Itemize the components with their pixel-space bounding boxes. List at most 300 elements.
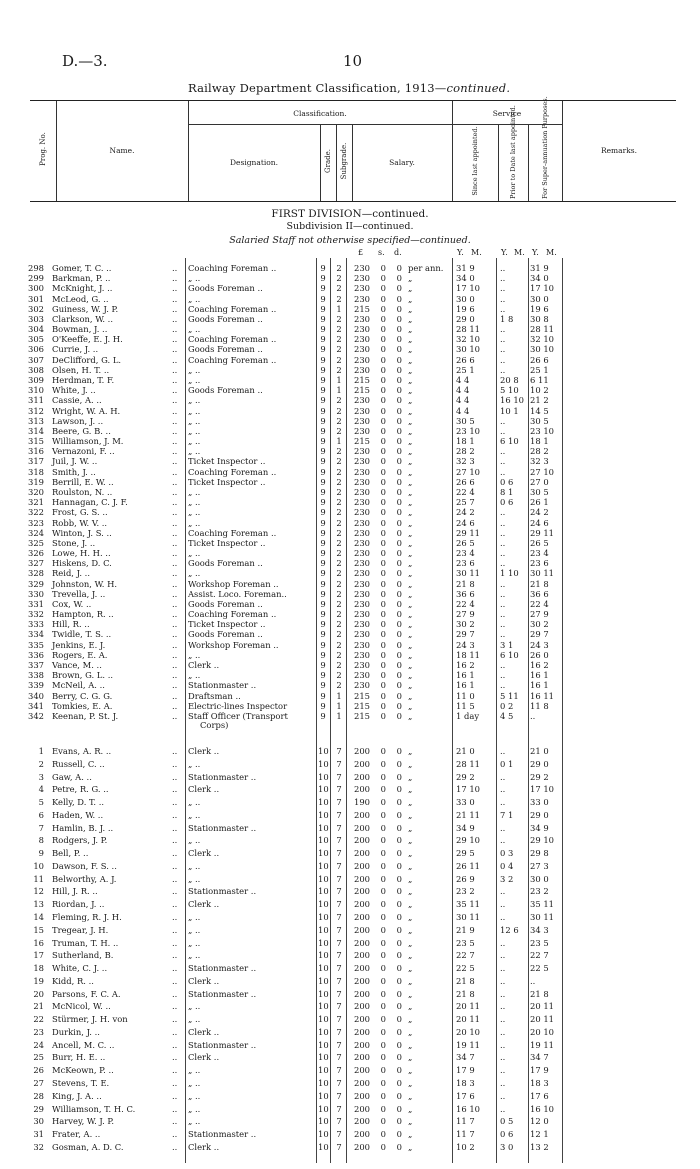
cell-salary-pounds: 200 — [354, 912, 370, 922]
cell-name: Rodgers, J. P. — [52, 835, 108, 846]
cell-name: McNicol, W. .. — [52, 1001, 111, 1012]
cell-name: McLeod, G. .. — [52, 293, 109, 304]
cell-grade: 9 — [320, 425, 326, 436]
cell-since-last: 30 5 — [456, 415, 475, 426]
cell-prior-to-date: .. — [500, 784, 506, 795]
cell-salary-pence: 0 — [396, 283, 402, 294]
cell-salary-pounds: 200 — [354, 1052, 370, 1063]
cell-designation: Goods Foreman .. — [188, 558, 263, 569]
cell-designation: „ .. — [188, 924, 201, 935]
table-row — [0, 609, 700, 619]
cell-salary-pence: 0 — [396, 598, 402, 609]
cell-designation: Goods Foreman .. — [188, 344, 263, 355]
cell-dots: .. — [172, 848, 178, 859]
cell-prior-to-date: .. — [500, 899, 506, 910]
cell-salary-pounds: 230 — [354, 324, 370, 335]
cell-designation: „ .. — [188, 797, 201, 808]
cell-superannuation: 30 11 — [530, 912, 554, 922]
cell-salary-pounds: 230 — [354, 578, 370, 589]
cell-salary-shillings: 0 — [380, 873, 386, 884]
cell-prog-no: 9 — [38, 848, 44, 859]
cell-salary-shillings: 0 — [380, 771, 386, 782]
cell-salary-shillings: 0 — [380, 537, 386, 548]
cell-grade: 10 — [318, 822, 329, 833]
cell-name: Hill, R. .. — [52, 619, 90, 630]
cell-designation: „ .. — [188, 293, 201, 304]
cell-name: Brown, G. L. .. — [52, 670, 114, 681]
cell-salary-shillings: 0 — [380, 466, 386, 477]
cell-salary-pence: 0 — [396, 975, 402, 986]
cell-dots: .. — [172, 283, 178, 294]
cell-name: Stone, J. .. — [52, 537, 96, 548]
cell-subgrade: 2 — [336, 334, 342, 345]
cell-salary-period: „ — [408, 1026, 413, 1037]
cell-dots: .. — [172, 588, 178, 599]
cell-salary-period: „ — [408, 344, 413, 355]
table-row — [0, 640, 700, 650]
cell-designation: Clerk .. — [188, 784, 220, 795]
cell-since-last: 33 0 — [456, 797, 475, 808]
unit-m2: M. — [514, 248, 525, 257]
cell-designation: „ .. — [188, 405, 201, 416]
cell-salary-pence: 0 — [396, 527, 402, 538]
cell-prior-to-date: .. — [500, 527, 506, 538]
cell-designation: Coaching Foreman .. — [188, 609, 277, 620]
cell-dots: .. — [172, 758, 178, 769]
cell-since-last: 21 8 — [456, 975, 475, 986]
cell-grade: 9 — [320, 364, 326, 375]
table-row — [0, 558, 700, 568]
cell-dots: .. — [172, 629, 178, 640]
cell-prior-to-date: 8 1 — [500, 486, 514, 497]
cell-name: Truman, T. H. .. — [52, 937, 119, 948]
table-row — [0, 899, 700, 909]
table-row — [0, 711, 700, 721]
cell-salary-pounds: 200 — [354, 1090, 370, 1101]
cell-salary-pence: 0 — [396, 784, 402, 795]
cell-salary-pounds: 200 — [354, 1039, 370, 1050]
cell-name: Belworthy, A. J. — [52, 873, 117, 884]
cell-prog-no: 13 — [33, 899, 44, 910]
cell-salary-shillings: 0 — [380, 598, 386, 609]
cell-prog-no: 337 — [28, 660, 44, 671]
cell-salary-period: „ — [408, 293, 413, 304]
cell-prog-no: 326 — [28, 548, 44, 559]
cell-prog-no: 299 — [28, 273, 44, 284]
cell-prior-to-date: 6 10 — [500, 649, 519, 660]
cell-salary-shillings: 0 — [380, 334, 386, 345]
cell-prior-to-date: 0 6 — [500, 476, 514, 487]
cell-salary-shillings: 0 — [380, 425, 386, 436]
cell-designation: Staff Officer (Transport — [188, 710, 288, 721]
cell-superannuation: 27 0 — [530, 476, 549, 487]
cell-name: Hiskens, D. C. — [52, 558, 112, 569]
cell-designation: Clerk .. — [188, 975, 220, 986]
cell-designation: Goods Foreman .. — [188, 385, 263, 396]
cell-dots: .. — [172, 507, 178, 518]
cell-since-last: 23 5 — [456, 937, 475, 948]
cell-salary-shillings: 0 — [380, 912, 386, 922]
cell-grade: 10 — [318, 937, 329, 948]
cell-prog-no: 315 — [28, 436, 44, 447]
cell-designation: „ .. — [188, 649, 201, 660]
cell-since-last: 21 8 — [456, 578, 475, 589]
cell-superannuation: 27 3 — [530, 860, 549, 871]
table-row — [0, 263, 700, 273]
cell-designation: Goods Foreman .. — [188, 313, 263, 324]
cell-name: Roulston, N. .. — [52, 486, 113, 497]
cell-salary-shillings: 0 — [380, 415, 386, 426]
cell-name: Bell, P. .. — [52, 848, 89, 859]
cell-superannuation: 30 2 — [530, 619, 549, 630]
cell-salary-shillings: 0 — [380, 690, 386, 701]
cell-subgrade: 2 — [336, 354, 342, 365]
cell-designation: Clerk .. — [188, 899, 220, 910]
cell-salary-pounds: 215 — [354, 690, 370, 701]
cell-dots: .. — [172, 405, 178, 416]
cell-grade: 9 — [320, 680, 326, 691]
cell-salary-period: „ — [408, 324, 413, 335]
cell-since-last: 29 2 — [456, 771, 475, 782]
cell-prior-to-date: 0 6 — [500, 1129, 514, 1140]
cell-prog-no: 3 — [38, 771, 44, 782]
cell-since-last: 30 11 — [456, 568, 480, 579]
cell-salary-period: „ — [408, 425, 413, 436]
cell-prog-no: 30 — [33, 1116, 44, 1127]
col-prior-to-date: Prior to Date last appointed. — [509, 105, 517, 199]
cell-salary-period: „ — [408, 1052, 413, 1063]
cell-since-last: 4 4 — [456, 395, 470, 406]
cell-dots: .. — [172, 690, 178, 701]
cell-prog-no: 21 — [33, 1001, 44, 1012]
cell-prog-no: 303 — [28, 313, 44, 324]
cell-salary-pounds: 230 — [354, 466, 370, 477]
col-superannuation: For Super-annuation Purposes. — [541, 96, 549, 199]
cell-prior-to-date: .. — [500, 283, 506, 294]
cell-name: Reid, J. .. — [52, 568, 90, 579]
cell-superannuation: 27 10 — [530, 466, 554, 477]
cell-salary-period: „ — [408, 1116, 413, 1127]
cell-prior-to-date: .. — [500, 507, 506, 518]
cell-subgrade: 7 — [336, 746, 342, 756]
cell-since-last: 4 4 — [456, 385, 470, 396]
cell-salary-pounds: 230 — [354, 283, 370, 294]
cell-salary-pounds: 230 — [354, 354, 370, 365]
cell-dots: .. — [172, 456, 178, 467]
cell-prior-to-date: .. — [500, 558, 506, 569]
cell-salary-pence: 0 — [396, 639, 402, 650]
cell-since-last: 10 2 — [456, 1141, 475, 1152]
cell-salary-pence: 0 — [396, 273, 402, 284]
cell-prior-to-date: .. — [500, 609, 506, 620]
cell-superannuation: 16 1 — [530, 670, 549, 681]
cell-salary-pence: 0 — [396, 517, 402, 528]
cell-since-last: 23 2 — [456, 886, 475, 897]
cell-superannuation: 17 9 — [530, 1065, 549, 1076]
cell-prog-no: 18 — [33, 963, 44, 974]
cell-dots: .. — [172, 1065, 178, 1076]
cell-salary-period: „ — [408, 899, 413, 910]
cell-subgrade: 1 — [336, 690, 342, 701]
cell-designation: „ .. — [188, 1065, 201, 1076]
cell-name: Guiness, W. J. P. — [52, 303, 119, 314]
cell-subgrade: 7 — [336, 1026, 342, 1037]
cell-since-last: 35 11 — [456, 899, 480, 910]
cell-grade: 10 — [318, 1014, 329, 1025]
cell-name: Lowe, H. H. .. — [52, 548, 111, 559]
cell-subgrade: 2 — [336, 283, 342, 294]
cell-prog-no: 316 — [28, 446, 44, 457]
cell-subgrade: 2 — [336, 395, 342, 406]
cell-name: Jenkins, E. J. — [52, 639, 106, 650]
cell-since-last: 30 2 — [456, 619, 475, 630]
cell-subgrade: 2 — [336, 405, 342, 416]
cell-name: Beere, G. B. .. — [52, 425, 111, 436]
cell-dots: .. — [172, 899, 178, 910]
cell-since-last: 26 9 — [456, 873, 475, 884]
cell-salary-period: „ — [408, 476, 413, 487]
cell-grade: 9 — [320, 558, 326, 569]
cell-name: Hampton, R. .. — [52, 609, 114, 620]
cell-prior-to-date: 5 11 — [500, 690, 519, 701]
cell-designation: „ .. — [188, 670, 201, 681]
cell-prior-to-date: 0 5 — [500, 1116, 514, 1127]
cell-subgrade: 7 — [336, 1129, 342, 1140]
cell-prior-to-date: .. — [500, 578, 506, 589]
cell-salary-pence: 0 — [396, 385, 402, 396]
table-row — [0, 579, 700, 589]
cell-subgrade: 1 — [336, 700, 342, 711]
cell-dots: .. — [172, 1090, 178, 1101]
cell-prog-no: 15 — [33, 924, 44, 935]
cell-salary-pounds: 200 — [354, 809, 370, 820]
cell-designation: Goods Foreman .. — [188, 598, 263, 609]
cell-designation: Stationmaster .. — [188, 771, 257, 782]
cell-since-last: 28 11 — [456, 758, 480, 769]
cell-superannuation: 34 7 — [530, 1052, 549, 1063]
cell-since-last: 17 10 — [456, 283, 480, 294]
table-row — [0, 518, 700, 528]
cell-since-last: 18 1 — [456, 436, 475, 447]
table-row — [0, 446, 700, 456]
cell-designation: Stationmaster .. — [188, 988, 257, 999]
cell-salary-pence: 0 — [396, 568, 402, 579]
cell-subgrade: 2 — [336, 660, 342, 671]
cell-dots: .. — [172, 324, 178, 335]
cell-superannuation: 36 6 — [530, 588, 549, 599]
cell-salary-period: „ — [408, 700, 413, 711]
cell-salary-shillings: 0 — [380, 517, 386, 528]
cell-salary-pounds: 200 — [354, 1103, 370, 1114]
cell-since-last: 22 5 — [456, 963, 475, 974]
cell-name: White, C. J. .. — [52, 963, 108, 974]
cell-salary-pence: 0 — [396, 1078, 402, 1089]
cell-prior-to-date: .. — [500, 548, 506, 559]
cell-subgrade: 7 — [336, 1039, 342, 1050]
cell-salary-shillings: 0 — [380, 476, 386, 487]
cell-salary-pounds: 215 — [354, 710, 370, 721]
cell-dots: .. — [172, 988, 178, 999]
cell-name: McKeown, P. .. — [52, 1065, 114, 1076]
cell-salary-period: „ — [408, 486, 413, 497]
cell-designation: „ .. — [188, 497, 201, 508]
cell-salary-pounds: 215 — [354, 385, 370, 396]
cell-prog-no: 10 — [33, 860, 44, 871]
cell-since-last: 27 10 — [456, 466, 480, 477]
unit-m3: M. — [546, 248, 557, 257]
cell-prior-to-date: .. — [500, 937, 506, 948]
cell-superannuation: 23 4 — [530, 548, 549, 559]
cell-salary-period: „ — [408, 886, 413, 897]
cell-prior-to-date: .. — [500, 324, 506, 335]
cell-since-last: 30 10 — [456, 344, 480, 355]
cell-name: Petre, R. G. .. — [52, 784, 109, 795]
cell-salary-pence: 0 — [396, 436, 402, 447]
cell-salary-pence: 0 — [396, 746, 402, 756]
cell-grade: 9 — [320, 548, 326, 559]
cell-dots: .. — [172, 1001, 178, 1012]
cell-salary-pence: 0 — [396, 758, 402, 769]
table-row — [0, 487, 700, 497]
cell-dots: .. — [172, 344, 178, 355]
cell-salary-shillings: 0 — [380, 746, 386, 756]
cell-salary-pounds: 200 — [354, 848, 370, 859]
cell-prog-no: 304 — [28, 324, 44, 335]
cell-grade: 10 — [318, 886, 329, 897]
cell-salary-shillings: 0 — [380, 578, 386, 589]
cell-salary-shillings: 0 — [380, 670, 386, 681]
cell-prior-to-date: 3 1 — [500, 639, 514, 650]
cell-salary-period: „ — [408, 507, 413, 518]
cell-prog-no: 336 — [28, 649, 44, 660]
cell-salary-pence: 0 — [396, 619, 402, 630]
table-row — [0, 1065, 700, 1075]
cell-salary-shillings: 0 — [380, 324, 386, 335]
cell-superannuation: 23 6 — [530, 558, 549, 569]
cell-salary-shillings: 0 — [380, 784, 386, 795]
cell-grade: 9 — [320, 619, 326, 630]
cell-designation: „ .. — [188, 937, 201, 948]
cell-prior-to-date: .. — [500, 619, 506, 630]
cell-dots: .. — [172, 395, 178, 406]
cell-salary-period: „ — [408, 670, 413, 681]
table-row — [0, 477, 700, 487]
cell-superannuation: 34 9 — [530, 822, 549, 833]
cell-dots: .. — [172, 912, 178, 922]
unit-pound: £ — [358, 248, 364, 257]
cell-salary-shillings: 0 — [380, 629, 386, 640]
cell-prog-no: 301 — [28, 293, 44, 304]
cell-subgrade: 2 — [336, 670, 342, 681]
cell-salary-period: „ — [408, 1141, 413, 1152]
cell-grade: 9 — [320, 324, 326, 335]
cell-superannuation: 14 5 — [530, 405, 549, 416]
cell-prior-to-date: .. — [500, 456, 506, 467]
cell-salary-period: „ — [408, 537, 413, 548]
cell-subgrade: 7 — [336, 886, 342, 897]
cell-salary-pounds: 230 — [354, 273, 370, 284]
cell-salary-period: „ — [408, 809, 413, 820]
cell-superannuation: 21 0 — [530, 746, 549, 756]
cell-dots: .. — [172, 660, 178, 671]
cell-dots: .. — [172, 1103, 178, 1114]
cell-grade: 9 — [320, 660, 326, 671]
table-row — [0, 1091, 700, 1101]
cell-subgrade: 2 — [336, 680, 342, 691]
cell-prior-to-date: 3 2 — [500, 873, 514, 884]
cell-designation: Clerk .. — [188, 746, 220, 756]
cell-prog-no: 25 — [33, 1052, 44, 1063]
cell-salary-pounds: 200 — [354, 860, 370, 871]
cell-superannuation: 25 1 — [530, 364, 549, 375]
cell-superannuation: 29 11 — [530, 527, 554, 538]
cell-designation: „ .. — [188, 873, 201, 884]
cell-superannuation: 22 4 — [530, 598, 549, 609]
cell-subgrade: 1 — [336, 374, 342, 385]
cell-since-last: 21 8 — [456, 988, 475, 999]
cell-since-last: 31 9 — [456, 263, 475, 273]
cell-name: White, J. .. — [52, 385, 96, 396]
cell-salary-shillings: 0 — [380, 1103, 386, 1114]
cell-grade: 10 — [318, 797, 329, 808]
cell-salary-period: „ — [408, 283, 413, 294]
cell-dots: .. — [172, 963, 178, 974]
cell-designation: Stationmaster .. — [188, 680, 257, 691]
cell-since-last: 18 3 — [456, 1078, 475, 1089]
cell-salary-shillings: 0 — [380, 548, 386, 559]
cell-since-last: 29 5 — [456, 848, 475, 859]
cell-superannuation: 30 0 — [530, 873, 549, 884]
cell-salary-pounds: 230 — [354, 639, 370, 650]
cell-salary-shillings: 0 — [380, 988, 386, 999]
cell-designation: Ticket Inspector .. — [188, 476, 266, 487]
cell-subgrade: 2 — [336, 446, 342, 457]
cell-superannuation: 22 7 — [530, 950, 549, 961]
cell-designation: Draftsman .. — [188, 690, 241, 701]
table-row — [0, 976, 700, 986]
cell-designation: „ .. — [188, 415, 201, 426]
table-row — [0, 426, 700, 436]
col-prog-no: Prog. No. — [39, 132, 47, 166]
unit-d: d. — [394, 248, 402, 257]
cell-prog-no: 330 — [28, 588, 44, 599]
cell-salary-period: „ — [408, 690, 413, 701]
cell-salary-period: „ — [408, 354, 413, 365]
cell-salary-shillings: 0 — [380, 1026, 386, 1037]
cell-salary-shillings: 0 — [380, 273, 386, 284]
cell-salary-pence: 0 — [396, 324, 402, 335]
cell-salary-shillings: 0 — [380, 700, 386, 711]
cell-salary-pence: 0 — [396, 303, 402, 314]
cell-designation: „ .. — [188, 436, 201, 447]
table-row — [0, 324, 700, 334]
table-row — [0, 1014, 700, 1024]
unit-s: s. — [378, 248, 385, 257]
cell-prior-to-date: .. — [500, 293, 506, 304]
cell-since-last: 17 10 — [456, 784, 480, 795]
cell-designation: „ .. — [188, 273, 201, 284]
cell-salary-pence: 0 — [396, 700, 402, 711]
cell-dots: .. — [172, 568, 178, 579]
cell-dots: .. — [172, 476, 178, 487]
cell-salary-pounds: 230 — [354, 364, 370, 375]
cell-since-last: 11 7 — [456, 1129, 475, 1140]
col-name: Name. — [109, 146, 135, 155]
cell-dots: .. — [172, 710, 178, 721]
table-row — [0, 304, 700, 314]
cell-subgrade: 2 — [336, 476, 342, 487]
table-row — [0, 1078, 700, 1088]
